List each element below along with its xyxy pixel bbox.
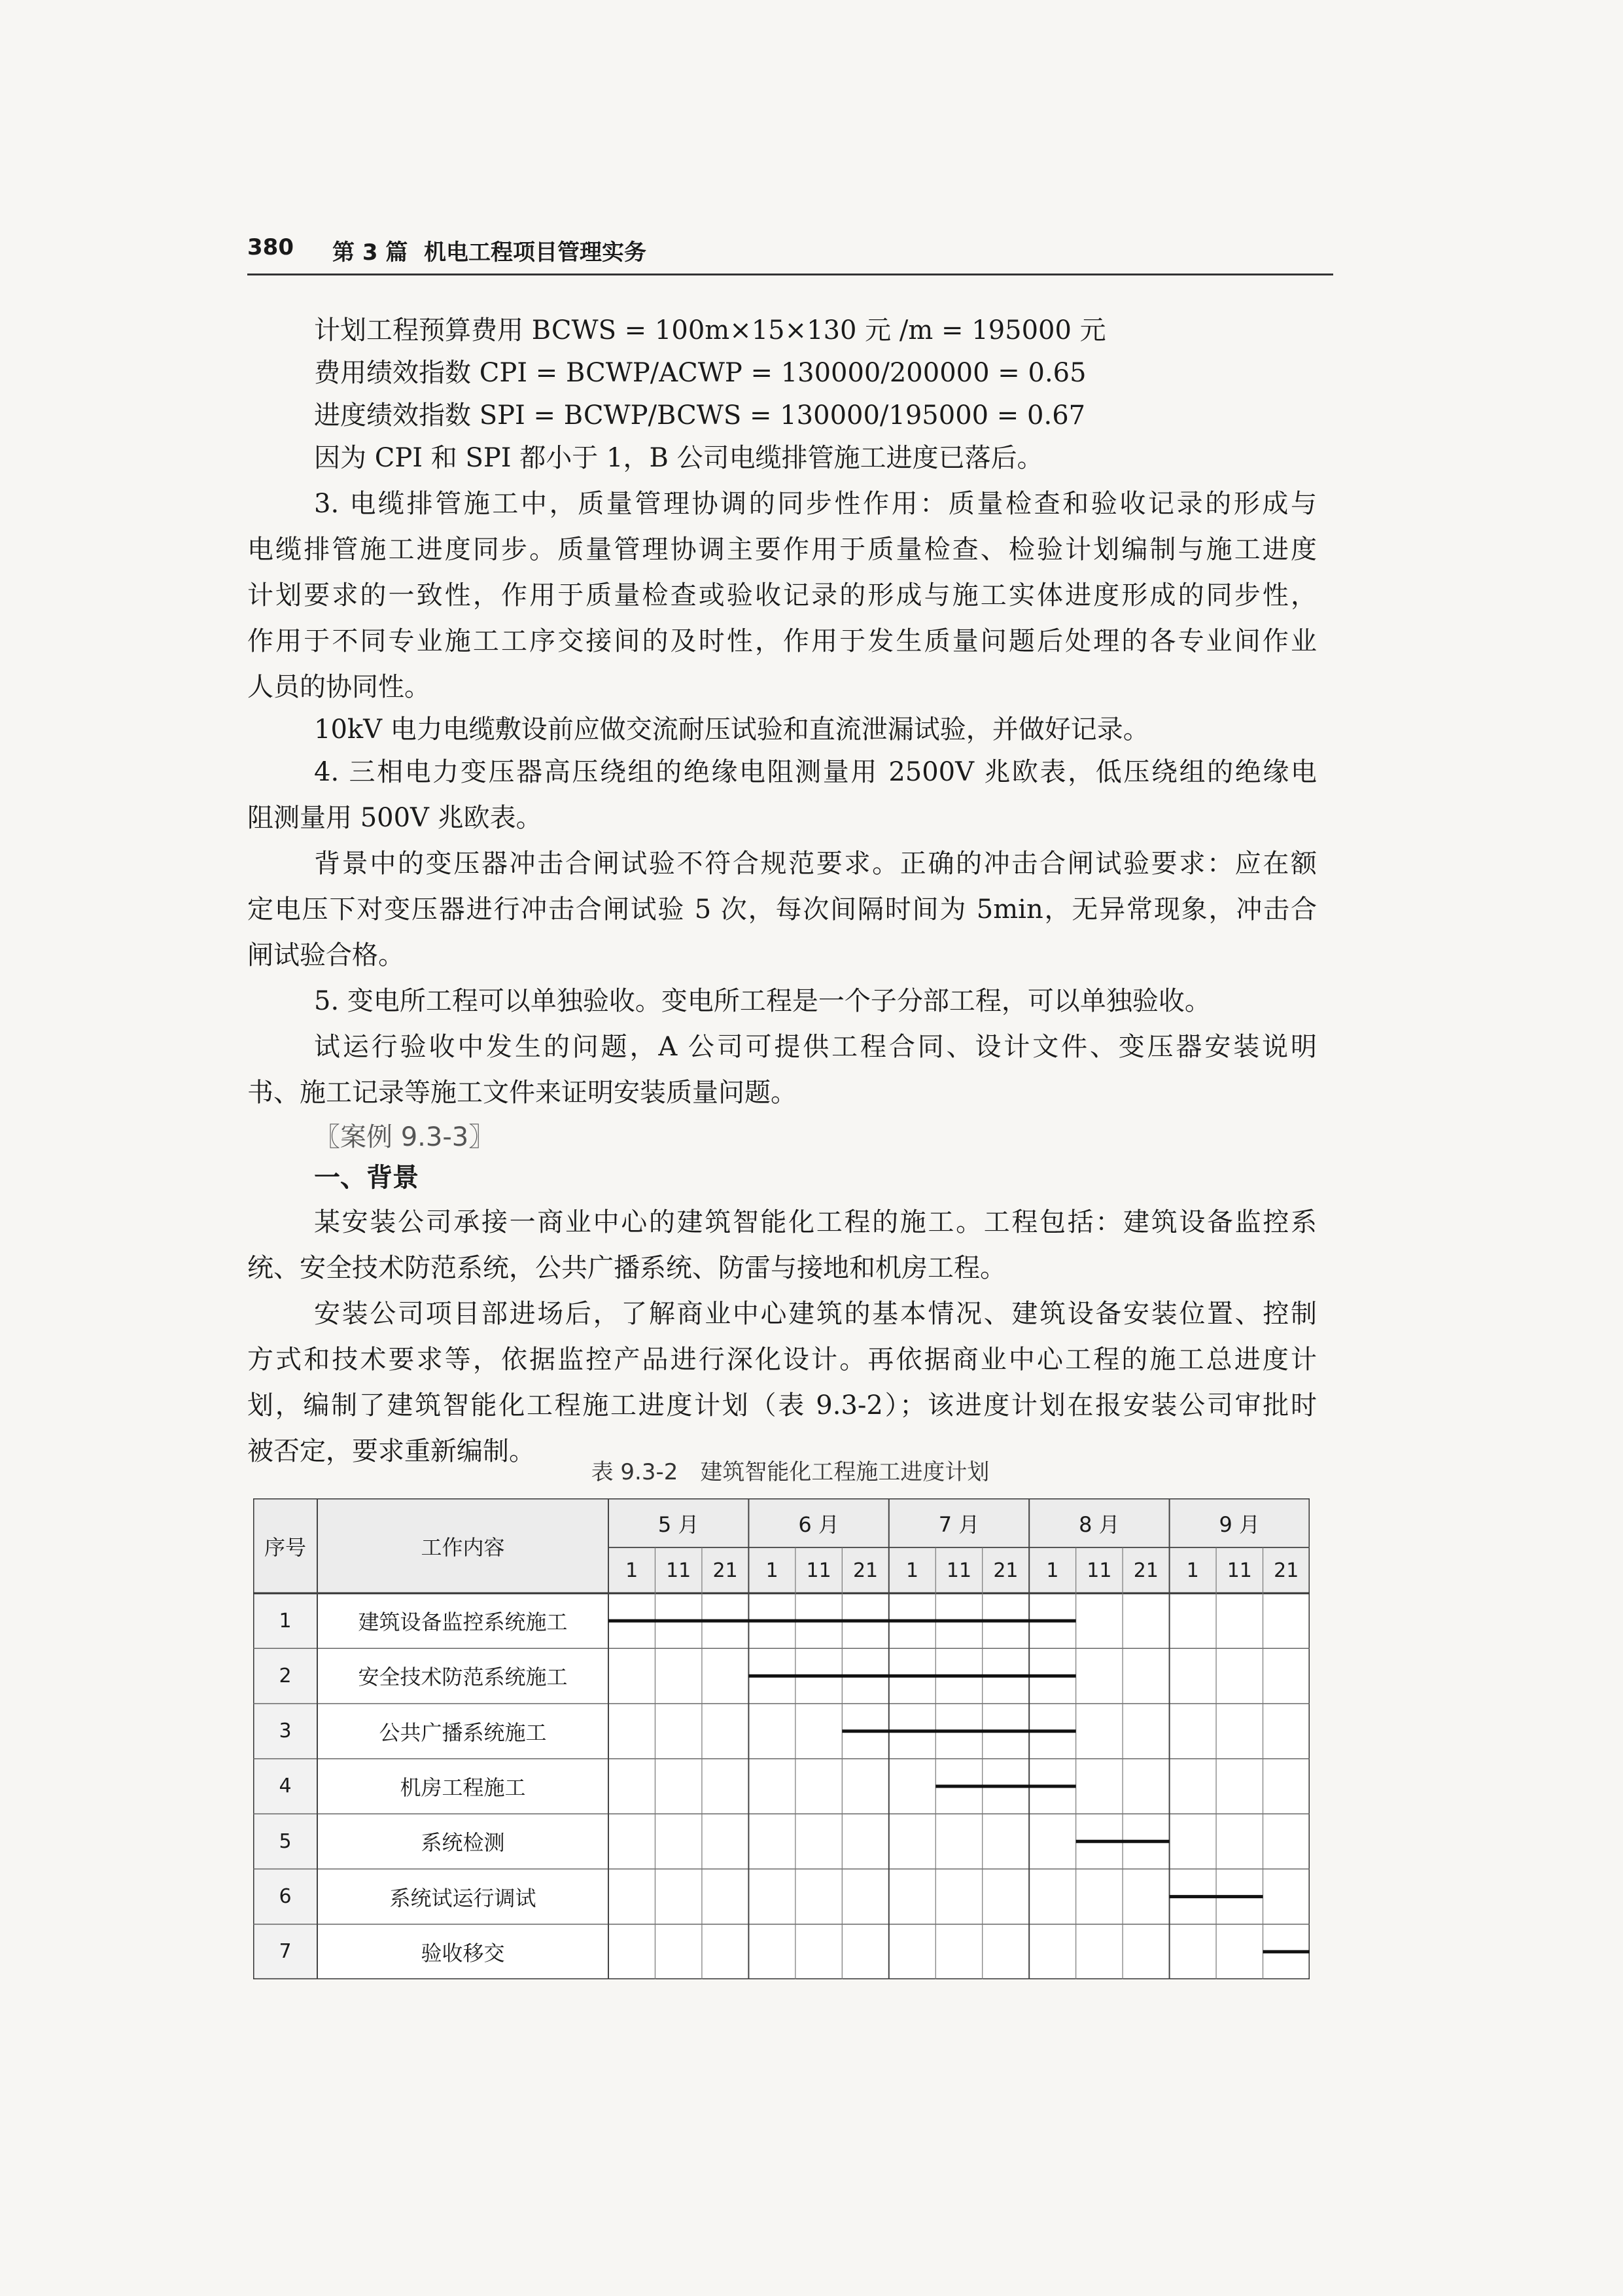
text-line: 背景中的变压器冲击合闸试验不符合规范要求。正确的冲击合闸试验要求：应在额: [314, 849, 1317, 879]
month-header: 6 月: [798, 1511, 839, 1537]
text-line: 定电压下对变压器进行冲击合闸试验 5 次，每次间隔时间为 5min，无异常现象，冲击合: [247, 894, 1317, 925]
part-label: 第 3 篇: [332, 239, 408, 266]
day-header: 21: [1274, 1559, 1299, 1582]
row-seq: 6: [279, 1885, 292, 1909]
text-line: 费用绩效指数 CPI = BCWP/ACWP = 130000/200000 = 0.65: [314, 358, 1087, 388]
text-line: 因为 CPI 和 SPI 都小于 1，B 公司电缆排管施工进度已落后。: [314, 443, 1043, 473]
row-content: 机房工程施工: [400, 1775, 526, 1800]
case-label: 〖案例 9.3-3〗: [314, 1122, 495, 1152]
text-line: 4. 三相电力变压器高压绕组的绝缘电阻测量用 2500V 兆欧表，低压绕组的绝缘电: [314, 757, 1317, 787]
page-number: 380: [247, 234, 294, 260]
row-seq: 1: [279, 1609, 292, 1633]
row-content: 验收移交: [421, 1940, 505, 1966]
text-line: 划，编制了建筑智能化工程施工进度计划（表 9.3-2）；该进度计划在报安装公司审批时: [247, 1390, 1317, 1421]
text-line: 方式和技术要求等，依据监控产品进行深化设计。再依据商业中心工程的施工总进度计: [247, 1345, 1317, 1375]
month-header: 9 月: [1219, 1511, 1261, 1537]
text-line: 进度绩效指数 SPI = BCWP/BCWS = 130000/195000 = 0.67: [314, 400, 1086, 431]
row-content: 系统试运行调试: [389, 1885, 536, 1911]
text-line: 计划要求的一致性，作用于质量检查或验收记录的形成与施工实体进度形成的同步性，: [247, 580, 1317, 610]
row-seq: 5: [279, 1829, 292, 1853]
day-header: 21: [993, 1559, 1019, 1582]
row-seq: 7: [279, 1940, 292, 1964]
row-content: 系统检测: [421, 1830, 505, 1856]
row-content: 安全技术防范系统施工: [358, 1665, 568, 1690]
text-line: 统、安全技术防范系统，公共广播系统、防雷与接地和机房工程。: [247, 1253, 1006, 1283]
page-header: [247, 228, 1333, 275]
month-header: 5 月: [657, 1511, 699, 1537]
row-content: 公共广播系统施工: [379, 1720, 547, 1745]
row-seq: 4: [279, 1775, 292, 1798]
text-line: 作用于不同专业施工工序交接间的及时性，作用于发生质量问题后处理的各专业间作业: [247, 626, 1317, 656]
day-header: 1: [765, 1559, 778, 1582]
day-header: 11: [666, 1559, 691, 1582]
text-line: 被否定，要求重新编制。: [247, 1436, 535, 1466]
day-header: 11: [806, 1559, 831, 1582]
text-line: 书、施工记录等施工文件来证明安装质量问题。: [247, 1078, 797, 1108]
text-line: 3. 电缆排管施工中，质量管理协调的同步性作用：质量检查和验收记录的形成与: [314, 489, 1317, 519]
table-caption: 表 9.3-2 建筑智能化工程施工进度计划: [591, 1459, 990, 1485]
schedule-table: [253, 1498, 1310, 1979]
row-seq: 3: [279, 1720, 292, 1743]
day-header: 1: [1186, 1559, 1199, 1582]
day-header: 11: [1227, 1559, 1252, 1582]
text-line: 安装公司项目部进场后，了解商业中心建筑的基本情况、建筑设备安装位置、控制: [314, 1299, 1317, 1329]
day-header: 21: [1133, 1559, 1159, 1582]
row-content: 建筑设备监控系统施工: [358, 1610, 568, 1635]
section-heading: 一、背景: [314, 1163, 419, 1193]
header-seq: 序号: [264, 1534, 306, 1560]
text-line: 电缆排管施工进度同步。质量管理协调主要作用于质量检查、检验计划编制与施工进度: [247, 535, 1317, 565]
day-header: 1: [905, 1559, 919, 1582]
month-header: 8 月: [1079, 1511, 1120, 1537]
text-line: 10kV 电力电缆敷设前应做交流耐压试验和直流泄漏试验，并做好记录。: [314, 715, 1149, 745]
text-line: 闸试验合格。: [247, 940, 404, 970]
month-header: 7 月: [938, 1511, 980, 1537]
day-header: 1: [625, 1559, 638, 1582]
day-header: 11: [946, 1559, 972, 1582]
day-header: 21: [852, 1559, 879, 1582]
text-line: 5. 变电所工程可以单独验收。变电所工程是一个子分部工程，可以单独验收。: [314, 986, 1211, 1016]
text-line: 计划工程预算费用 BCWS = 100m×15×130 元 /m = 195000 元: [314, 315, 1106, 345]
header-content: 工作内容: [421, 1534, 505, 1560]
row-seq: 2: [279, 1664, 292, 1687]
text-line: 某安装公司承接一商业中心的建筑智能化工程的施工。工程包括：建筑设备监控系: [314, 1207, 1317, 1237]
day-header: 11: [1087, 1559, 1112, 1582]
text-line: 人员的协同性。: [247, 672, 430, 702]
text-line: 试运行验收中发生的问题，A 公司可提供工程合同、设计文件、变压器安装说明: [314, 1032, 1317, 1062]
day-header: 21: [712, 1559, 738, 1582]
day-header: 1: [1046, 1559, 1059, 1582]
text-line: 阻测量用 500V 兆欧表。: [247, 803, 542, 833]
book-title: 机电工程项目管理实务: [424, 239, 646, 266]
